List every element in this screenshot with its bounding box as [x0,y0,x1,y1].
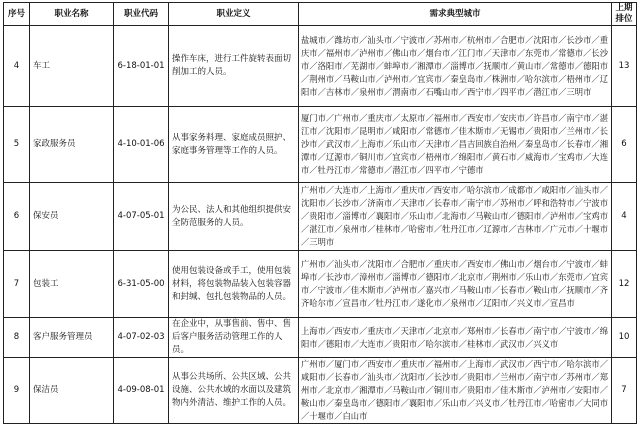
seq-cell: 6 [4,183,30,251]
name-cell: 家政服务员 [30,107,114,183]
header-cities: 需求典型城市 [299,3,612,26]
rank-cell: 6 [612,107,637,183]
header-name: 职业名称 [30,3,114,26]
definition-cell: 操作车床，进行工件旋转表面切削加工的人员。 [169,26,299,107]
table-row [4,251,637,318]
code-cell: 4-10-01-06 [114,107,169,183]
name-cell: 车工 [30,26,114,107]
rank-cell: 4 [612,183,637,251]
header-seq: 序号 [4,3,30,26]
header-code: 职业代码 [114,3,169,26]
code-cell: 4-07-05-01 [114,183,169,251]
definition-cell: 在企业中，从事售前、售中、售后客户服务活动管理工作的人员。 [169,318,299,358]
table-row [4,183,637,251]
table-row [4,107,637,183]
code-cell: 4-09-08-01 [114,358,169,424]
code-cell: 6-31-05-00 [114,251,169,318]
cities-cell: 广州市／大连市／上海市／重庆市／西安市／哈尔滨市／成都市／咸阳市／汕头市／沈阳市／长沙市／济南市／天津市／长春市／南宁市／苏州市／呼和浩特市／宁波市／贵阳市／淄博市／襄阳市／乐山市／北海市／马鞍山市／德阳市／泸州市／宝鸡市／湛江市／泉州市／桂林市／哈密市／牡丹江市／辽源市／吉林市／广元市／十堰市／三明市 [299,183,612,251]
seq-cell: 9 [4,358,30,424]
table-row [4,26,637,107]
cities-cell: 盐城市／潍坊市／汕头市／宁波市／苏州市／杭州市／合肥市／沈阳市／长沙市／重庆市／福州市／泸州市／佛山市／烟台市／江门市／天津市／东莞市／常德市／长沙市／洛阳市／芜湖市／蚌埠市／湘潭市／淄博市／抚顺市／黄山市／常德市／德阳市／荆州市／马鞍山市／泸州市／宜宾市／秦皇岛市／株洲市／哈尔滨市／梧州市／辽阳市／吉林市／泉州市／渭南市／石嘴山市／西宁市／四平市／潜江市／三明市 [299,26,612,107]
header-row [4,3,637,26]
cities-cell: 广州市／厦门市／西安市／重庆市／福州市／上海市／武汉市／西宁市／哈尔滨市／咸阳市／长春市／汕头市／沈阳市／长沙市／贵阳市／兰州市／南宁市／苏州市／郑州市／北京市／湘潭市／马鞍山市／铜川市／贵阳市／佳木斯市／泸州市／安阳市／鞍山市／秦皇岛市／德阳市／襄阳市／乐山市／兴义市／牡丹江市／哈密市／大同市／十堰市／白山市 [299,358,612,424]
seq-cell: 7 [4,251,30,318]
definition-cell: 从事公共场所、公共区域、公共设施、公共水域的水面以及建筑物内外清洁、维护工作的人员。 [169,358,299,424]
name-cell: 包装工 [30,251,114,318]
rank-cell: 10 [612,318,637,358]
rank-cell: 7 [612,358,637,424]
cities-cell: 广州市／汕头市／沈阳市／合肥市／重庆市／西安市／佛山市／烟台市／宁波市／蚌埠市／长沙市／漳州市／淄博市／德阳市／北京市／荆州市／乐山市／东莞市／宜宾市／宁波市／佳木斯市／泸州市／嘉兴市／马鞍山市／长春市／鞍山市／抚顺市／齐齐哈尔市／宣昌市／牡丹江市／遂化市／泉州市／辽阳市／兴义市／宣昌市 [299,251,612,318]
definition-cell: 使用包装设备或手工，使用包装材料，将包装物品装入包装容器和封缄、包扎包装物品的人员。 [169,251,299,318]
name-cell: 客户服务管理员 [30,318,114,358]
name-cell: 保安员 [30,183,114,251]
cities-cell: 上海市／西安市／重庆市／天津市／北京市／郑州市／长春市／南宁市／宁波市／绵阳市／德阳市／大连市／贵阳市／哈尔滨市／桂林市／武汉市／兴义市 [299,318,612,358]
seq-cell: 4 [4,26,30,107]
table-row [4,318,637,358]
cities-cell: 厦门市／广州市／重庆市／太原市／福州市／西安市／安庆市／许昌市／南宁市／湛江市／沈阳市／昆明市／咸阳市／常德市／佳木斯市／无锡市／贵阳市／兰州市／长沙市／武汉市／上海市／乐山市／天津市／昌吉回族自治州／秦皇岛市／长春市／湘潭市／辽源市／铜川市／宜宾市／梧州市／绵阳市／黄石市／威海市／宝鸡市／大连市／牡丹江市／常德市／潜江市／四平市／宁德市 [299,107,612,183]
rank-cell: 13 [612,26,637,107]
table-row [4,358,637,424]
name-cell: 保洁员 [30,358,114,424]
seq-cell: 8 [4,318,30,358]
header-definition: 职业定义 [169,3,299,26]
rank-cell: 12 [612,251,637,318]
occupation-table [3,2,637,424]
header-rank: 上期排位 [612,3,637,26]
seq-cell: 5 [4,107,30,183]
definition-cell: 为公民、法人和其他组织提供安全防范服务的人员。 [169,183,299,251]
definition-cell: 从事家务料理、家庭成员照护、家庭事务管理等工作的人员。 [169,107,299,183]
code-cell: 6-18-01-01 [114,26,169,107]
code-cell: 4-07-02-03 [114,318,169,358]
